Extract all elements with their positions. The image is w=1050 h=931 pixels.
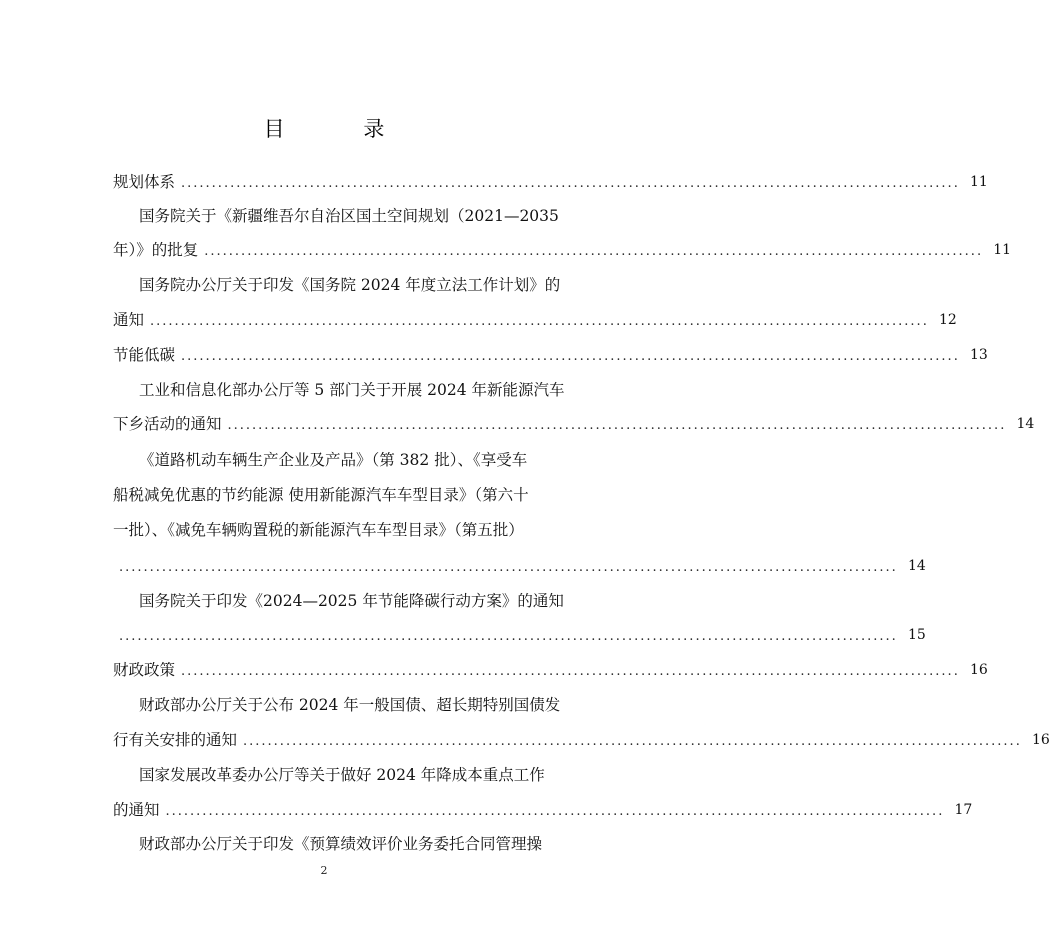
toc-entry-text: 下乡活动的通知 xyxy=(113,415,222,433)
toc-entry-text: 工业和信息化部办公厅等 5 部门关于开展 2024 年新能源汽车 xyxy=(139,381,565,399)
toc-entry-text: 节能低碳 xyxy=(113,346,176,364)
toc-entry[interactable] xyxy=(113,693,563,717)
toc-entry-continued[interactable] xyxy=(113,308,957,332)
page-title: 目 录 xyxy=(263,117,421,141)
toc-entry[interactable] xyxy=(113,763,563,787)
toc-entry-text: 国务院办公厅关于印发《国务院 2024 年度立法工作计划》的 xyxy=(139,276,561,294)
toc-leader-dots: ............................................................................................................................... xyxy=(165,804,945,819)
toc-entry[interactable] xyxy=(113,273,563,297)
toc-page-number: 13 xyxy=(970,347,988,363)
toc-entry-text: 财政部办公厅关于印发《预算绩效评价业务委托合同管理操 xyxy=(139,835,543,853)
toc-leader-dots: ............................................................................................................................... xyxy=(150,314,929,329)
toc-entry-text: 行有关安排的通知 xyxy=(113,731,238,749)
toc-entry-text: 国务院关于《新疆维吾尔自治区国土空间规划（2021—2035 xyxy=(139,207,559,225)
toc-entry-section[interactable] xyxy=(113,658,988,682)
toc-leader-dots: ............................................................................................................................... xyxy=(227,418,1007,433)
toc-entry-continued[interactable] xyxy=(113,483,563,507)
toc-entry-text: 国务院关于印发《2024—2025 年节能降碳行动方案》的通知 xyxy=(139,592,564,610)
toc-entry-continued[interactable] xyxy=(113,728,1050,752)
toc-leader-dots: ............................................................................................................................... xyxy=(119,629,898,644)
toc-entry[interactable] xyxy=(113,378,563,402)
toc-entry-text: 《道路机动车辆生产企业及产品》（第 382 批）、《享受车 xyxy=(139,451,528,469)
toc-entry-continued[interactable] xyxy=(113,238,1012,262)
toc-leader-dots: ............................................................................................................................... xyxy=(181,664,960,679)
toc-leader-dots: ............................................................................................................................... xyxy=(181,349,960,364)
toc-entry-text: 船税减免优惠的节约能源 使用新能源汽车车型目录》（第六十 xyxy=(113,486,529,504)
toc-entry-continued[interactable] xyxy=(113,554,926,578)
toc-entry-text: 年）》的批复 xyxy=(113,241,199,259)
toc-leader-dots: ............................................................................................................................... xyxy=(181,176,960,191)
toc-page-number: 14 xyxy=(1016,416,1035,432)
toc-entry[interactable] xyxy=(113,204,563,228)
toc-entry[interactable] xyxy=(113,832,563,856)
page-number: 2 xyxy=(320,864,328,877)
toc-entry-text: 财政部办公厅关于公布 2024 年一般国债、超长期特别国债发 xyxy=(139,696,561,714)
toc-entry-section[interactable] xyxy=(113,170,988,194)
toc-entry-continued[interactable] xyxy=(113,412,1035,436)
toc-entry-continued[interactable] xyxy=(113,623,926,647)
toc-page-number: 11 xyxy=(993,242,1012,258)
toc-page-number: 12 xyxy=(939,312,957,328)
toc-entry-text: 一批）、《减免车辆购置税的新能源汽车车型目录》（第五批） xyxy=(113,521,524,539)
toc-entry-text: 国家发展改革委办公厅等关于做好 2024 年降成本重点工作 xyxy=(139,766,545,784)
toc-page-number: 17 xyxy=(954,802,973,818)
toc-entry-text: 通知 xyxy=(113,311,145,329)
toc-entry-text: 的通知 xyxy=(113,801,160,819)
toc-entry-text: 规划体系 xyxy=(113,173,176,191)
toc-entry-continued[interactable] xyxy=(113,798,973,822)
toc-entry-text: 财政政策 xyxy=(113,661,176,679)
toc-leader-dots: ............................................................................................................................... xyxy=(204,244,984,259)
toc-leader-dots: ............................................................................................................................... xyxy=(243,734,1022,749)
toc-page-number: 14 xyxy=(907,558,926,574)
toc-page-number: 15 xyxy=(907,627,926,643)
toc-entry-continued[interactable] xyxy=(113,518,563,542)
toc-entry-section[interactable] xyxy=(113,343,988,367)
toc-page-number: 16 xyxy=(1032,732,1050,748)
toc-leader-dots: ............................................................................................................................... xyxy=(119,560,898,575)
toc-page-number: 11 xyxy=(970,174,988,190)
toc-entry[interactable] xyxy=(113,589,563,613)
toc-entry[interactable] xyxy=(113,448,563,472)
toc-page-number: 16 xyxy=(970,662,988,678)
